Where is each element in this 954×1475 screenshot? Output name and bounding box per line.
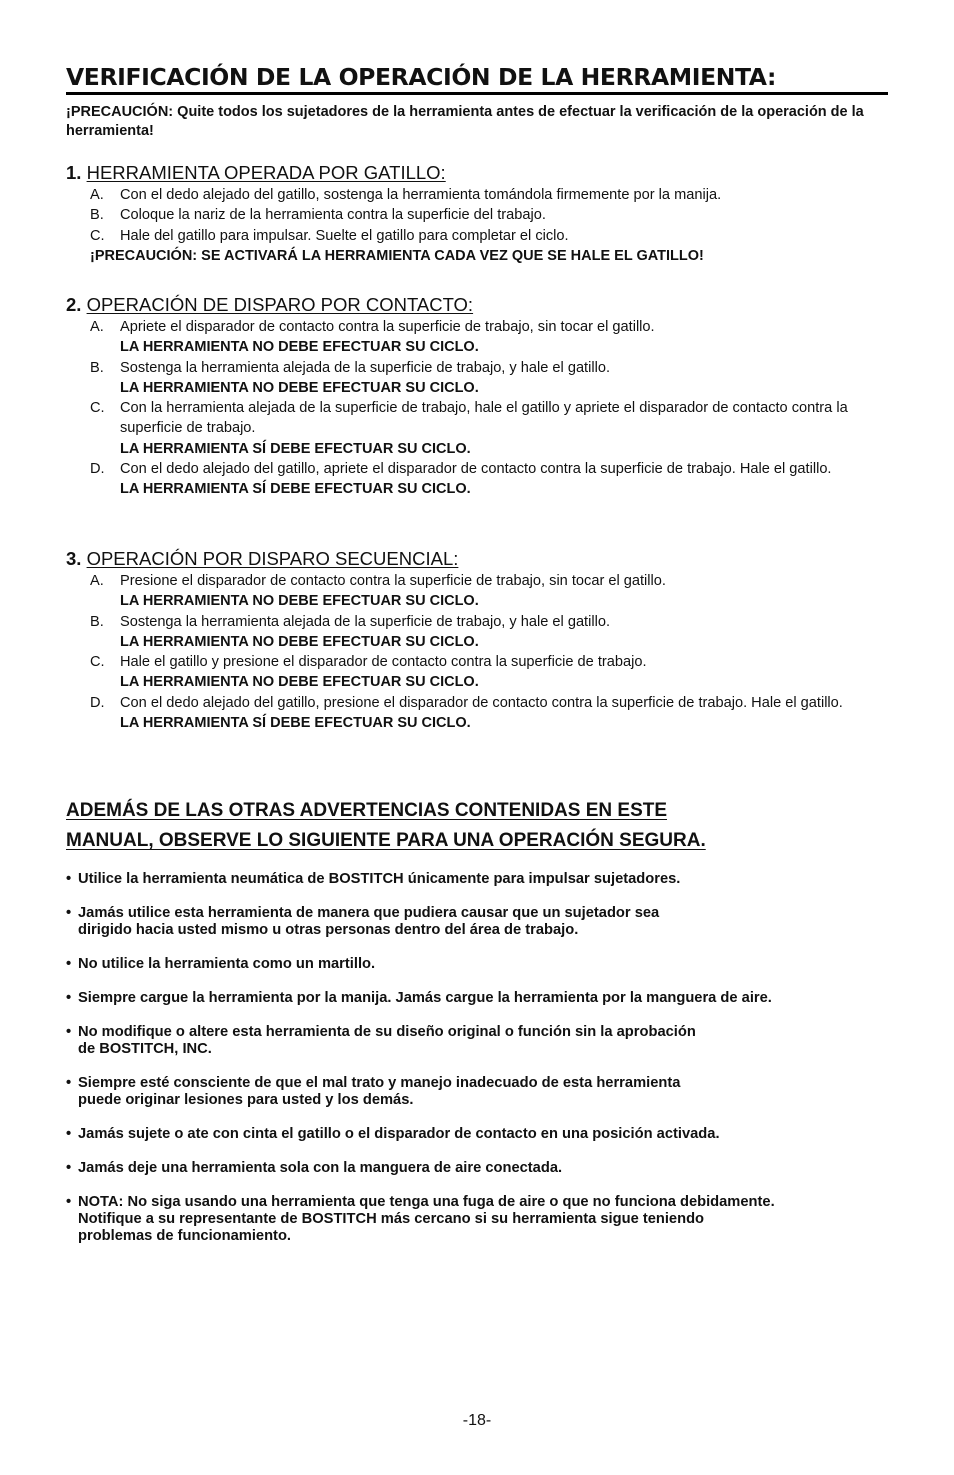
item-letter: A. [90, 319, 104, 335]
item-letter: B. [90, 613, 104, 630]
item-note: LA HERRAMIENTA NO DEBE EFECTUAR SU CICLO. [120, 379, 479, 396]
item-text: Con el dedo alejado del gatillo, sostenga la herramienta tomándola firmemente por la manija. [120, 187, 722, 203]
bullet-icon: • [66, 905, 72, 921]
bullet-icon: • [66, 1126, 72, 1142]
bullet-line: No utilice la herramienta como un martillo. [78, 956, 376, 972]
item-text: Presione el disparador de contacto contra la superficie de trabajo, sin tocar el gatillo. [120, 573, 666, 589]
section-heading [66, 547, 890, 571]
list-item [66, 398, 890, 459]
list-item [66, 205, 890, 225]
list-item [66, 459, 890, 500]
list-item [66, 612, 890, 653]
item-text: Coloque la nariz de la herramienta contra la superficie del trabajo. [120, 207, 546, 224]
page-number: -18- [462, 1412, 492, 1429]
list-item [66, 652, 890, 693]
section-sequential [66, 547, 890, 733]
list-item [66, 571, 890, 612]
list-item [66, 226, 890, 246]
bullet-icon: • [66, 1024, 72, 1040]
bullet-line: Utilice la herramienta neumática de BOSTITCH únicamente para impulsar sujetadores. [78, 871, 681, 887]
list-item [66, 871, 896, 888]
item-letter: A. [90, 573, 104, 589]
item-letter: C. [90, 227, 105, 244]
bullet-line: Siempre cargue la herramienta por la manija. Jamás cargue la herramienta por la manguera de aire. [78, 990, 772, 1006]
bullet-line: de BOSTITCH, INC. [78, 1041, 212, 1057]
list-item [66, 990, 896, 1007]
list-item [66, 693, 890, 734]
list-item [66, 956, 896, 973]
item-note: LA HERRAMIENTA SÍ DEBE EFECTUAR SU CICLO. [120, 481, 471, 498]
item-note: LA HERRAMIENTA SÍ DEBE EFECTUAR SU CICLO. [120, 715, 471, 732]
bullet-icon: • [66, 871, 72, 887]
list-item [66, 185, 890, 205]
caution-intro: ¡PRECAUCIÓN: Quite todos los sujetadores de la herramienta antes de efectuar la verificación de la operación de la herramienta! [66, 104, 864, 139]
bullet-line: Jamás sujete o ate con cinta el gatillo o el disparador de contacto en una posición activada. [78, 1126, 720, 1142]
bullet-line: Notifique a su representante de BOSTITCH más cercano si su herramienta sigue teniendo [78, 1211, 705, 1227]
section-heading [66, 293, 890, 317]
item-letter: D. [90, 461, 105, 478]
bullet-line: NOTA: No siga usando una herramienta que tenga una fuga de aire o que no funciona debidamente. [78, 1194, 775, 1210]
safety-heading-line: ADEMÁS DE LAS OTRAS ADVERTENCIAS CONTENIDAS EN ESTE [66, 800, 668, 821]
item-note: LA HERRAMIENTA NO DEBE EFECTUAR SU CICLO. [120, 674, 479, 691]
item-text: Apriete el disparador de contacto contra la superficie de trabajo, sin tocar el gatillo. [120, 319, 655, 335]
item-text: Hale el gatillo y presione el disparador de contacto contra la superficie de trabajo. [120, 654, 647, 671]
bullet-icon: • [66, 990, 72, 1006]
section-title: OPERACIÓN DE DISPARO POR CONTACTO: [86, 294, 474, 315]
item-letter: C. [90, 400, 105, 417]
safety-list [66, 871, 896, 1245]
safety-heading [66, 796, 890, 856]
bullet-line: dirigido hacia usted mismo u otras personas dentro del área de trabajo. [78, 922, 579, 938]
list-item [66, 358, 890, 399]
bullet-line: Jamás utilice esta herramienta de manera que pudiera causar que un sujetador sea [78, 905, 660, 921]
safety-heading-line: MANUAL, OBSERVE LO SIGUIENTE PARA UNA OPERACIÓN SEGURA. [66, 830, 706, 851]
item-letter: B. [90, 359, 104, 376]
list-item [66, 1160, 896, 1177]
page-title: VERIFICACIÓN DE LA OPERACIÓN DE LA HERRAMIENTA: [66, 62, 888, 95]
section-caution: ¡PRECAUCIÓN: SE ACTIVARÁ LA HERRAMIENTA CADA VEZ QUE SE HALE EL GATILLO! [90, 247, 704, 264]
section-title: HERRAMIENTA OPERADA POR GATILLO: [86, 162, 446, 183]
bullet-icon: • [66, 1194, 72, 1210]
item-note: LA HERRAMIENTA NO DEBE EFECTUAR SU CICLO. [120, 339, 479, 356]
item-text: Con el dedo alejado del gatillo, presione el disparador de contacto contra la superficie de trabajo. Hale el gatillo. [120, 694, 843, 711]
item-text: Con el dedo alejado del gatillo, apriete el disparador de contacto contra la superficie de trabajo. Hale el gatillo. [120, 461, 832, 478]
section-contact [66, 293, 890, 500]
bullet-icon: • [66, 956, 72, 972]
item-letter: D. [90, 694, 105, 711]
section-number: 2. [66, 294, 82, 315]
item-note: LA HERRAMIENTA NO DEBE EFECTUAR SU CICLO. [120, 633, 479, 650]
item-note: LA HERRAMIENTA SÍ DEBE EFECTUAR SU CICLO. [120, 440, 471, 457]
list-item [66, 1126, 896, 1143]
bullet-line: puede originar lesiones para usted y los demás. [78, 1092, 414, 1108]
section-heading [66, 161, 890, 185]
section-number: 1. [66, 162, 82, 183]
item-letter: C. [90, 654, 105, 671]
bullet-icon: • [66, 1075, 72, 1091]
item-text: Con la herramienta alejada de la superficie de trabajo, hale el gatillo y apriete el disparador de contacto contra la superficie de trabajo. [120, 400, 848, 437]
list-item [66, 1075, 896, 1109]
section-number: 3. [66, 548, 82, 569]
bullet-line: problemas de funcionamiento. [78, 1228, 291, 1244]
list-item [66, 1194, 896, 1245]
item-text: Sostenga la herramienta alejada de la superficie de trabajo, y hale el gatillo. [120, 359, 611, 376]
item-letter: B. [90, 207, 104, 224]
item-text: Hale del gatillo para impulsar. Suelte el gatillo para completar el ciclo. [120, 227, 569, 244]
item-text: Sostenga la herramienta alejada de la superficie de trabajo, y hale el gatillo. [120, 613, 611, 630]
bullet-line: Jamás deje una herramienta sola con la manguera de aire conectada. [78, 1160, 563, 1176]
bullet-icon: • [66, 1160, 72, 1176]
section-title: OPERACIÓN POR DISPARO SECUENCIAL: [86, 548, 459, 569]
bullet-line: No modifique o altere esta herramienta de su diseño original o función sin la aprobación [78, 1024, 696, 1040]
bullet-line: Siempre esté consciente de que el mal trato y manejo inadecuado de esta herramienta [78, 1075, 681, 1091]
list-item [66, 1024, 896, 1058]
section-trigger [66, 161, 890, 266]
list-item [66, 905, 896, 939]
list-item [66, 317, 890, 358]
item-letter: A. [90, 187, 104, 203]
item-note: LA HERRAMIENTA NO DEBE EFECTUAR SU CICLO. [120, 593, 479, 610]
